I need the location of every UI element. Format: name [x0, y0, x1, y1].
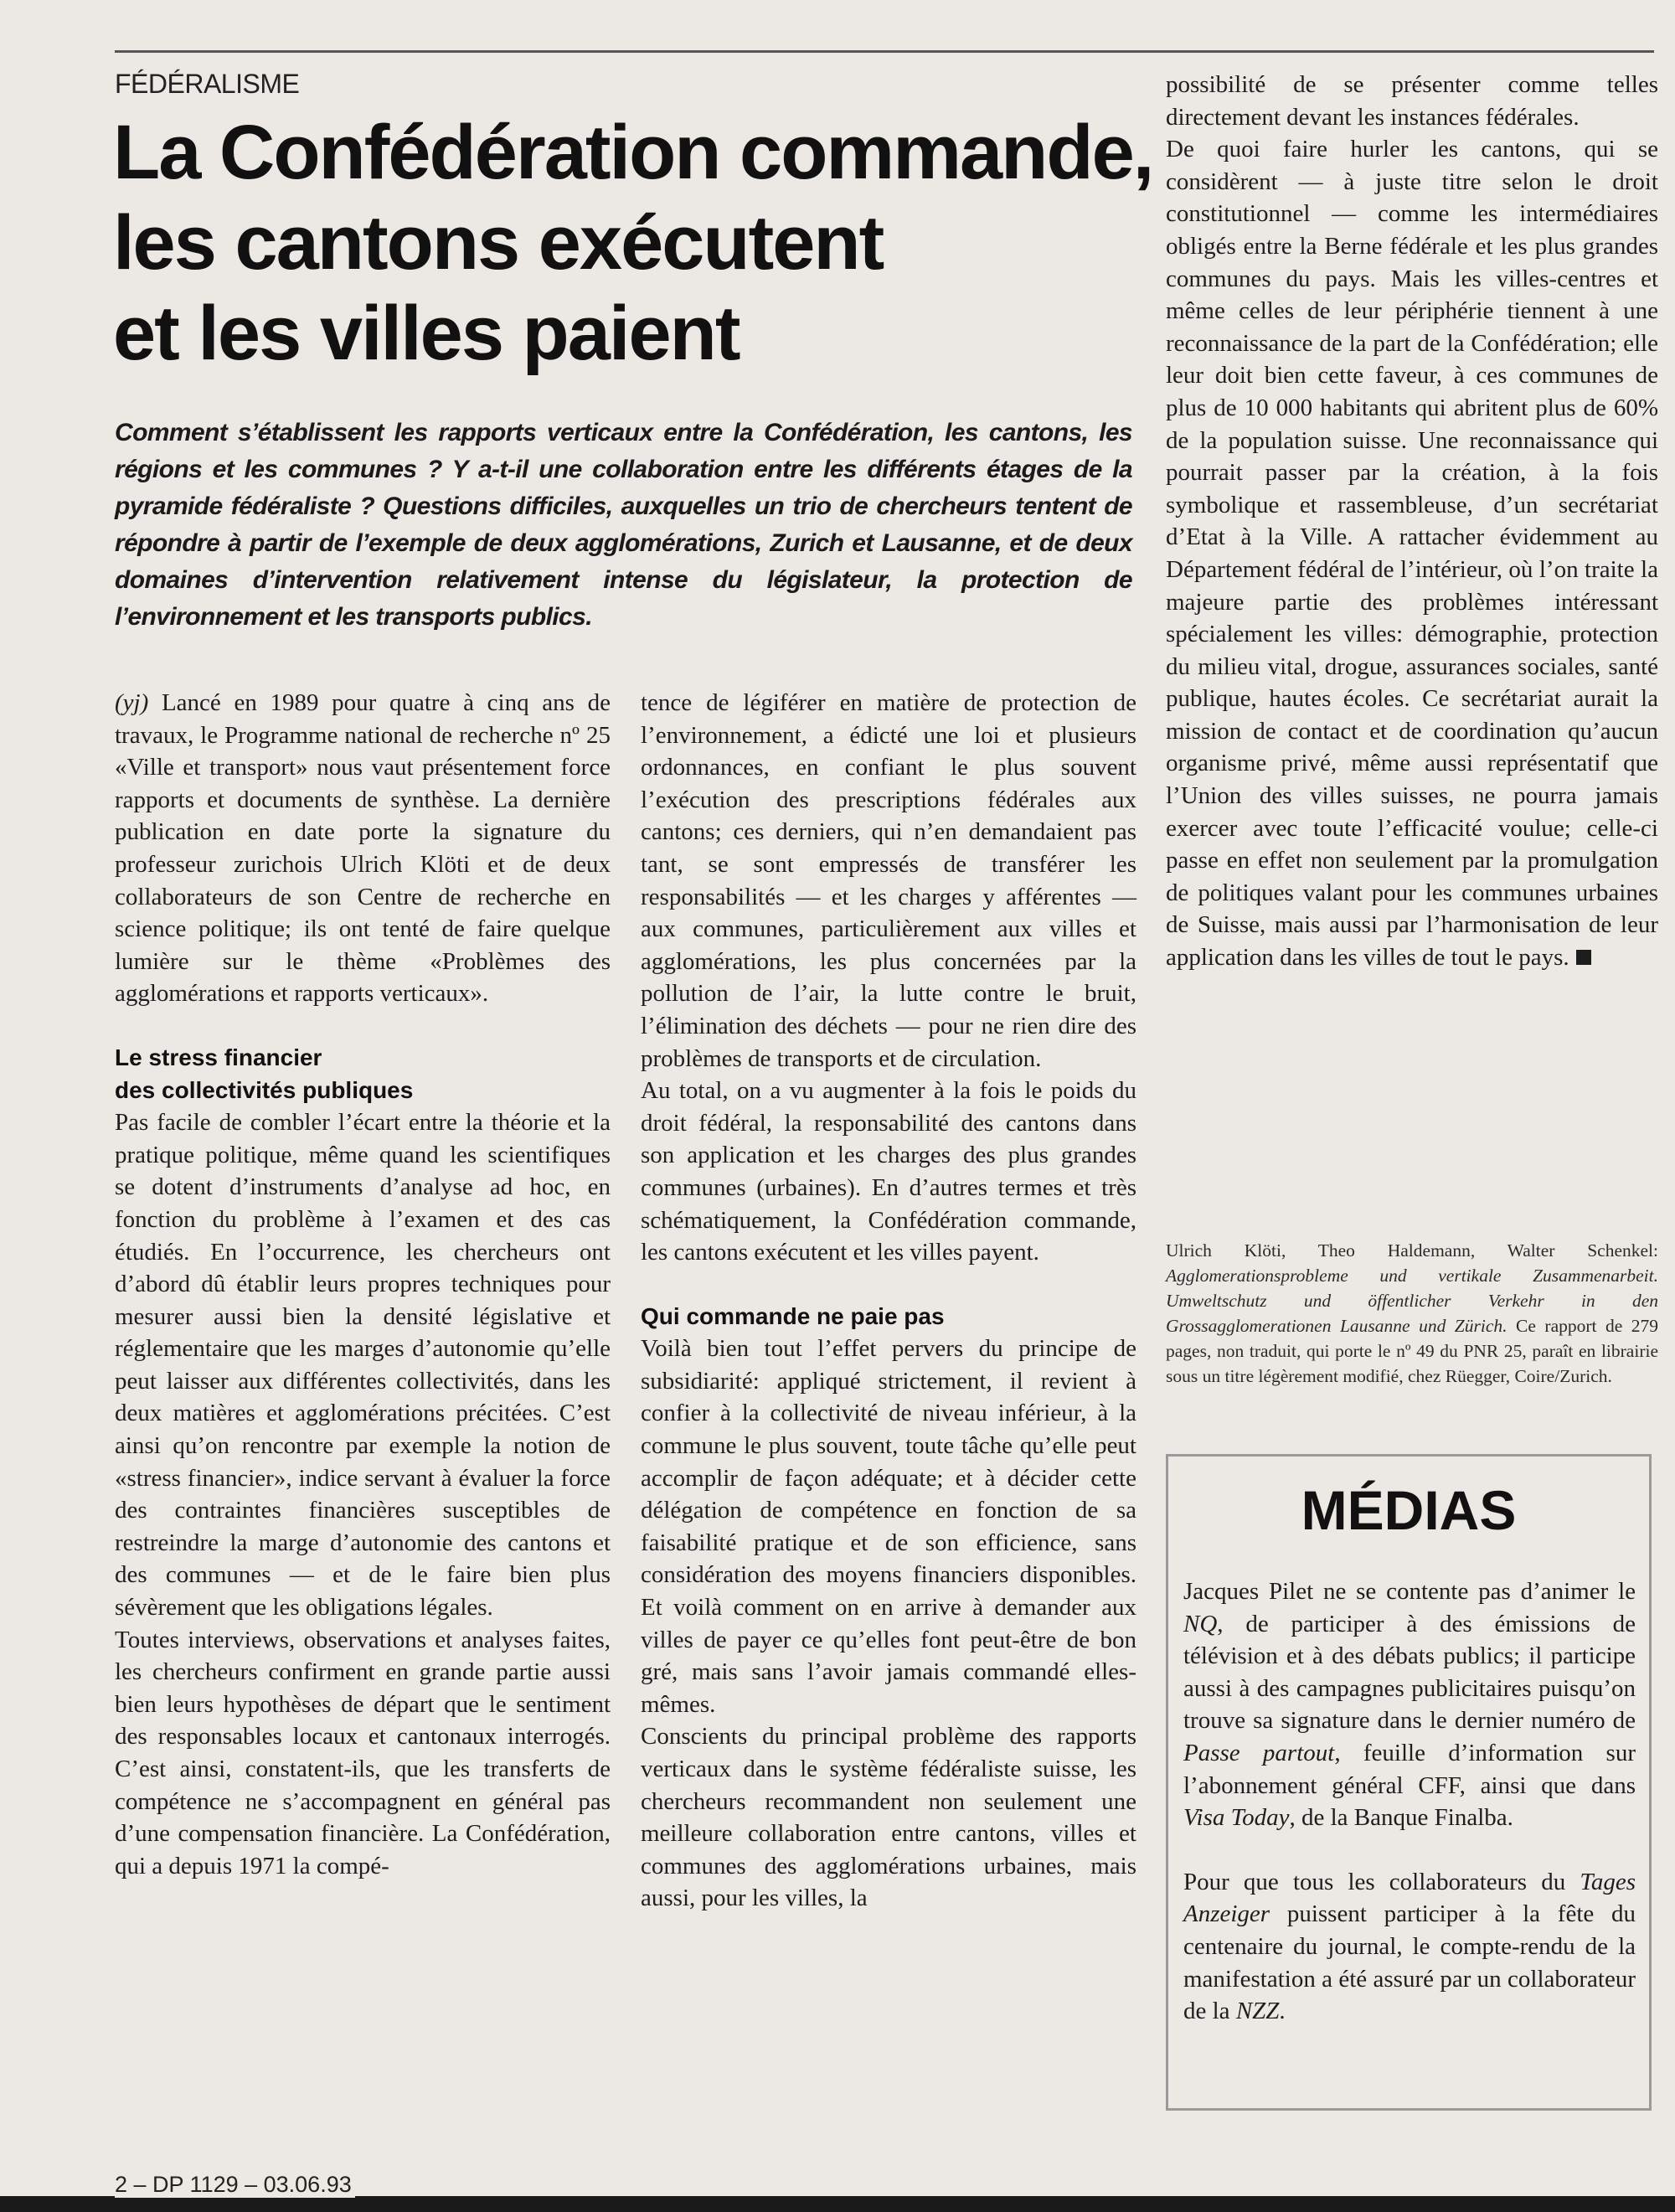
headline-line-3: et les villes paient	[113, 291, 740, 376]
page-folio: 2 – DP 1129 – 03.06.93	[115, 2172, 355, 2198]
bottom-edge-bar	[0, 2196, 1675, 2212]
publication-nq: NQ	[1183, 1610, 1218, 1637]
text-column-3	[1166, 69, 1658, 974]
section-rubric: FÉDÉRALISME	[115, 69, 300, 99]
text-column-2	[641, 687, 1136, 1915]
publication-visa-today: Visa Today	[1183, 1804, 1290, 1832]
publication-tages-anzeiger: Tages Anzeiger	[1183, 1868, 1636, 1928]
headline-line-1: La Confédération commande,	[113, 110, 1153, 195]
paragraph: possibilité de se présenter comme telles directement devant les instances fédérales.	[1166, 71, 1658, 131]
medias-paragraph-2: Pour que tous les collaborateurs du Tages Anzeiger puissent participer à la fête du centenaire du journal, le compte-rendu de la manifestation a été assuré par un collaborateur de la NZZ.	[1183, 1868, 1636, 2025]
paragraph-intro	[115, 687, 611, 1010]
bibliography-note	[1166, 1238, 1658, 1389]
medias-paragraph-1: Jacques Pilet ne se contente pas d’animer le NQ, de participer à des émissions de télévision et à des débats publics; il participe aussi à des campagnes publicitaires puisqu’on trouve sa signature dans le dernier numéro de Passe partout, feuille d’information sur l’abonnement général CFF, ainsi que dans Visa Today, de la Banque Finalba.	[1183, 1578, 1636, 1832]
paragraph-conclusion-text: De quoi faire hurler les cantons, qui se considèrent — à juste titre selon le droit constitutionnel — comme les intermédiaires obligés entre la Berne fédérale et les plus grandes communes du pays. Mais les villes-centres et même celles de leur périphérie tiennent à une reconnaissance de la part de la Confédération; elle leur doit bien cette faveur, à ces communes de plus de 10 000 habitants qui abritent plus de 60% de la population suisse. Une reconnaissance qui pourrait passer par la création, à la fois symbolique et rassembleuse, d’un secrétariat d’Etat à la Ville. A rattacher évidemment au Département fédéral de l’intérieur, où l’on traite la majeure partie des problèmes intéressant spécialement les villes: démographie, protection du milieu vital, drogue, assurances sociales, santé publique, hautes écoles. Ce secrétariat aurait la mission de contact et de coordination qu’aucun organisme privé, même aussi représentatif que l’Union des villes suisses, ne pourra jamais exercer avec toute l’efficacité voulue; celle-ci passe en effet non seulement par la promulgation de politiques valant pour les communes urbaines de Suisse, mais aussi par l’harmonisation de leur application dans les villes de tout le pays.	[1166, 136, 1658, 972]
text-column-1	[115, 687, 611, 1882]
medias-sidebar-box	[1166, 1454, 1652, 2111]
paragraph: Pas facile de combler l’écart entre la théorie et la pratique politique, même quand les scientifiques se dotent d’instruments d’analyse ad hoc, en fonction du problème à l’examen et des cas étudiés. En l’occurrence, les chercheurs ont d’abord dû établir leurs propres techniques pour mesurer aussi bien la densité législative et réglementaire que les marges d’autonomie qu’elle peut laisser aux différentes collectivités, dans les deux matières et agglomérations précitées. C’est ainsi qu’on rencontre par exemple la notion de «stress financier», indice servant à évaluer la force des contraintes financières susceptibles de restreindre la marge d’autonomie des cantons et des communes — et de le faire bien plus sévèrement que les obligations légales.	[115, 1109, 611, 1622]
paragraph: tence de légiférer en matière de protection de l’environnement, a édicté une loi et plusieurs ordonnances, en confiant le plus souvent l’exécution des prescriptions fédérales aux cantons; ces derniers, qui n’en demandaient pas tant, se sont empressés de transférer les responsabilités — et les charges y afférentes — aux communes, particulièrement aux villes et agglomérations, les plus concernées par la pollution de l’air, la lutte contre le bruit, l’élimination des déchets — pour ne rien dire des problèmes de transports et de circulation.	[641, 689, 1136, 1072]
bibliography-details: Ce rapport de 279 pages, non traduit, qui porte le nº 49 du PNR 25, paraît en librairie sous un titre légèrement modifié, chez Rüegger, Coire/Zurich.	[1166, 1316, 1659, 1386]
publication-nzz: NZZ	[1235, 1998, 1280, 2025]
article-lead: Comment s’établissent les rapports verticaux entre la Confédération, les cantons, les régions et les communes ? Y a-t-il une collaboration entre les différents étages de la pyramide fédéraliste ? Questions difficiles, auxquelles un trio de chercheurs tentent de répondre à partir de l’exemple de deux agglomérations, Zurich et Lausanne, et de deux domaines d’intervention relativement intense du législateur, la protection de l’environnement et les transports publics.	[115, 419, 1132, 631]
paragraph-intro-text: Lancé en 1989 pour quatre à cinq ans de travaux, le Programme national de recherche nº 25 «Ville et transport» nous vaut présentement force rapports et documents de synthèse. La dernière publication en date porte la signature du professeur zurichois Ulrich Klöti et de deux collaborateurs de son Centre de recherche en science politique; ils ont tenté de faire quelque lumière sur le thème «Problèmes des agglomérations et rapports verticaux».	[115, 689, 611, 1008]
bibliography-title: Agglomerationsprobleme und vertikale Zusammenarbeit. Umweltschutz und öffentlicher Verkehr in den Grossagglomerationen Lausanne und Zürich.	[1166, 1266, 1658, 1336]
medias-body	[1183, 1575, 1636, 2028]
paragraph-conclusion	[1166, 133, 1658, 973]
paragraph: Conscients du principal problème des rapports verticaux dans le système fédéraliste suisse, les chercheurs recommandent non seulement une meilleure collaboration entre cantons, villes et communes des agglomérations urbaines, mais aussi, pour les villes, la	[641, 1723, 1136, 1912]
paragraph: Au total, on a vu augmenter à la fois le poids du droit fédéral, la responsabilité des cantons dans son application et les charges des plus grandes communes (urbaines). En d’autres termes et très schématiquement, la Confédération commande, les cantons exécutent et les villes payent.	[641, 1077, 1136, 1266]
subheading-who-commands: Qui commande ne paie pas	[641, 1302, 945, 1329]
publication-passe-partout: Passe partout	[1183, 1739, 1335, 1766]
bibliography-authors: Ulrich Klöti, Theo Haldemann, Walter Schenkel:	[1166, 1240, 1658, 1261]
subheading-line-2: des collectivités publiques	[115, 1076, 414, 1103]
medias-title: MÉDIAS	[1301, 1479, 1517, 1541]
end-of-article-square-icon	[1576, 950, 1591, 965]
top-rule	[115, 50, 1654, 53]
subheading-line-1: Le stress financier	[115, 1044, 322, 1070]
article-headline	[113, 107, 1160, 379]
author-initials: (yj)	[115, 689, 149, 716]
paragraph: Toutes interviews, observations et analyses faites, les chercheurs confirment en grande partie aussi bien leurs hypothèses de départ que le sentiment des responsables locaux et cantonaux interrogés. C’est ainsi, constatent-ils, que les transferts de compétence ne s’accompagnent en général pas d’une compensation financière. La Confédération, qui a depuis 1971 la compé-	[115, 1626, 611, 1879]
subheading-financial-stress	[115, 1042, 611, 1106]
headline-line-2: les cantons exécutent	[113, 200, 884, 286]
paragraph: Voilà bien tout l’effet pervers du principe de subsidiarité: appliqué strictement, il revient à confier à la collectivité de niveau inférieur, à la commune le plus souvent, toute tâche qu’elle peut accomplir de façon adéquate; et à décider cette délégation de compétence en fonction de sa faisabilité pratique et de son efficience, sans considération des moyens financiers disponibles. Et voilà comment on en arrive à demander aux villes de payer ce qu’elles font peut-être de bon gré, mais sans l’avoir jamais commandé elles-mêmes.	[641, 1335, 1136, 1718]
